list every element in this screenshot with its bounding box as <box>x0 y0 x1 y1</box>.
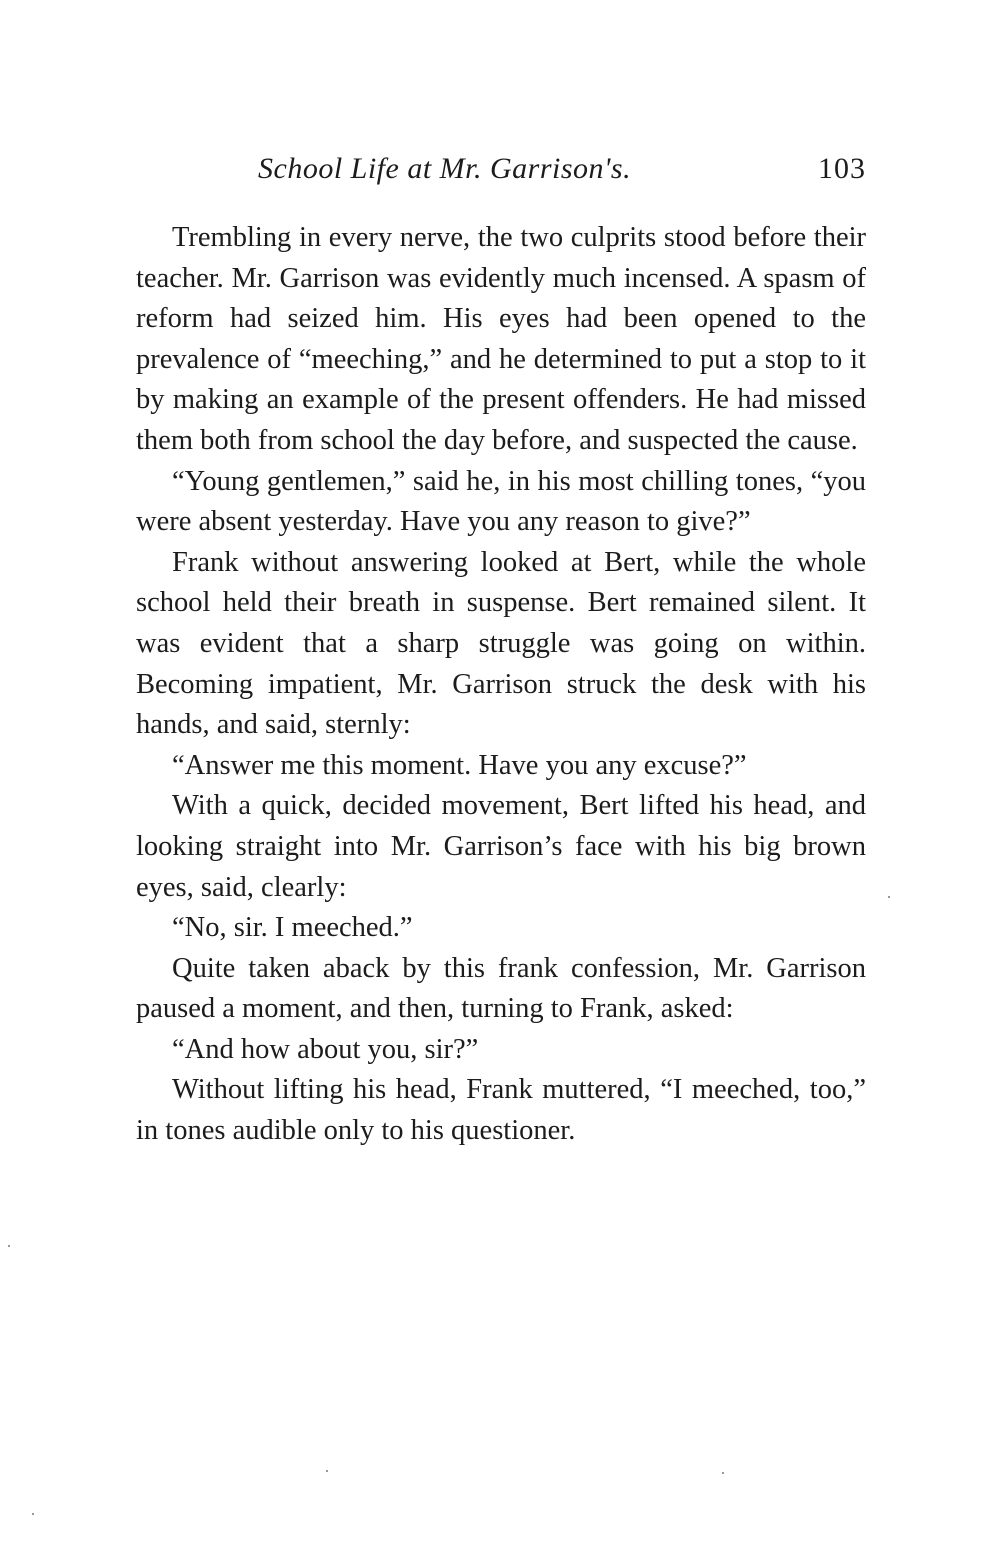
paragraph: “No, sir. I meeched.” <box>172 912 413 944</box>
paper-speck <box>722 1472 724 1474</box>
paragraph: Quite taken aback by this frank confession, Mr. Garrison paused a moment, and then, turning to Frank, asked: <box>136 952 866 1025</box>
running-title: School Life at Mr. Garrison's. <box>258 152 632 185</box>
paper-speck <box>8 1245 10 1247</box>
paragraph: “Young gentlemen,” said he, in his most chilling tones, “you were absent yesterday. Have you any reason to give?” <box>136 465 866 538</box>
paragraph: With a quick, decided movement, Bert lifted his head, and looking straight into Mr. Garrison’s face with his big brown eyes, said, clearly: <box>136 790 866 903</box>
paper-speck <box>326 1470 328 1472</box>
running-head <box>136 152 866 196</box>
paragraph: Frank without answering looked at Bert, while the whole school held their breath in suspense. Bert remained silent. It was evident that a sharp struggle was going on within. Becoming impatient, Mr. Garrison struck the desk with his hands, and said, sternly: <box>136 546 866 741</box>
body-text <box>136 218 866 1152</box>
paragraph: “And how about you, sir?” <box>172 1033 479 1065</box>
page-number: 103 <box>818 152 866 185</box>
paper-speck <box>32 1513 34 1515</box>
paper-speck <box>888 896 890 898</box>
paragraph: Without lifting his head, Frank muttered, “I meeched, too,” in tones audible only to his questioner. <box>136 1074 866 1147</box>
paragraph: Trembling in every nerve, the two culprits stood before their teacher. Mr. Garrison was evidently much incensed. A spasm of reform had seized him. His eyes had been opened to the prevalence of “meeching,” and he determined to put a stop to it by making an example of the present offenders. He had missed them both from school the day before, and suspected the cause. <box>136 222 866 456</box>
paragraph: “Answer me this moment. Have you any excuse?” <box>172 749 747 781</box>
